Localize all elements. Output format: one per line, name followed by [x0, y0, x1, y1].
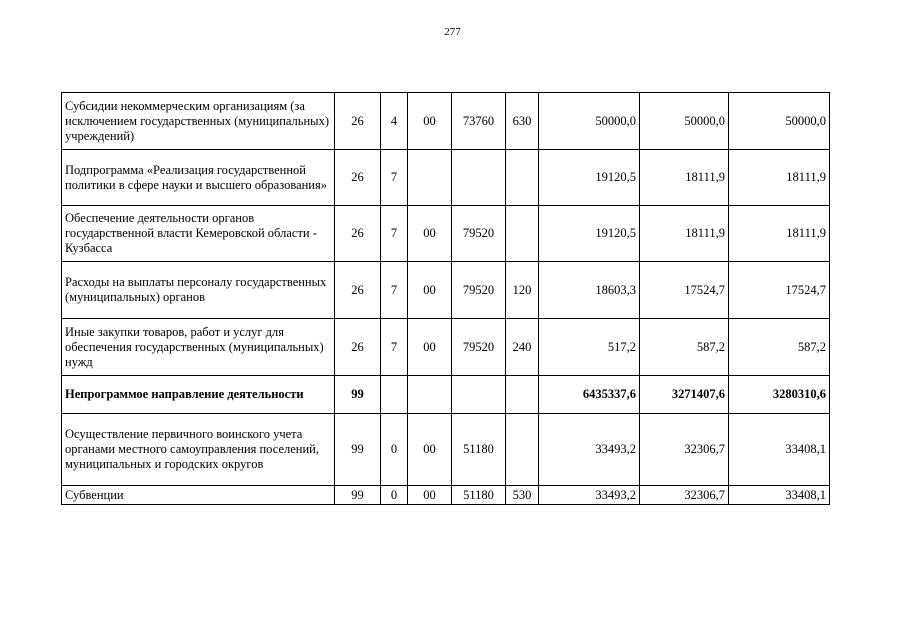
- cell-code-part: 00: [408, 414, 452, 486]
- cell-value-1: 50000,0: [539, 93, 640, 150]
- row-name: Расходы на выплаты персоналу государственных (муниципальных) органов: [62, 262, 335, 319]
- cell-code: 73760: [452, 93, 506, 150]
- cell-code: 79520: [452, 262, 506, 319]
- cell-code-part: 00: [408, 206, 452, 262]
- table-row: [62, 150, 830, 206]
- cell-value-3: 587,2: [729, 319, 830, 376]
- row-name: Субвенции: [62, 486, 335, 505]
- cell-section: 26: [335, 93, 381, 150]
- cell-value-2: 18111,9: [640, 206, 729, 262]
- page-number: 277: [444, 26, 461, 38]
- cell-section: 99: [335, 486, 381, 505]
- table-row: [62, 93, 830, 150]
- cell-value-2: 18111,9: [640, 150, 729, 206]
- cell-value-2: 50000,0: [640, 93, 729, 150]
- cell-code: 51180: [452, 486, 506, 505]
- table-row: [62, 486, 830, 505]
- cell-code: [452, 376, 506, 414]
- cell-value-1: 19120,5: [539, 206, 640, 262]
- cell-expense-type: 120: [506, 262, 539, 319]
- cell-expense-type: [506, 414, 539, 486]
- cell-value-1: 19120,5: [539, 150, 640, 206]
- cell-section: 99: [335, 414, 381, 486]
- cell-code-part: 00: [408, 319, 452, 376]
- cell-value-1: 18603,3: [539, 262, 640, 319]
- cell-value-1: 33493,2: [539, 414, 640, 486]
- cell-expense-type: [506, 150, 539, 206]
- table-row: [62, 414, 830, 486]
- cell-value-3: 17524,7: [729, 262, 830, 319]
- cell-expense-type: 530: [506, 486, 539, 505]
- row-name: Непрограммое направление деятельности: [62, 376, 335, 414]
- cell-value-2: 32306,7: [640, 414, 729, 486]
- cell-value-2: 3271407,6: [640, 376, 729, 414]
- row-name: Субсидии некоммерческим организациям (за исключением государственных (муниципальных) учреждений): [62, 93, 335, 150]
- cell-value-1: 33493,2: [539, 486, 640, 505]
- cell-code: 51180: [452, 414, 506, 486]
- cell-value-3: 50000,0: [729, 93, 830, 150]
- cell-value-3: 18111,9: [729, 206, 830, 262]
- cell-subsection: 4: [381, 93, 408, 150]
- cell-code-part: 00: [408, 486, 452, 505]
- row-name: Обеспечение деятельности органов государственной власти Кемеровской области - Кузбасса: [62, 206, 335, 262]
- cell-section: 26: [335, 262, 381, 319]
- cell-code: [452, 150, 506, 206]
- cell-value-3: 18111,9: [729, 150, 830, 206]
- cell-code-part: 00: [408, 93, 452, 150]
- cell-value-3: 33408,1: [729, 414, 830, 486]
- cell-subsection: 7: [381, 262, 408, 319]
- table-row: [62, 376, 830, 414]
- cell-section: 26: [335, 319, 381, 376]
- cell-code-part: [408, 150, 452, 206]
- cell-code: 79520: [452, 319, 506, 376]
- cell-subsection: 0: [381, 486, 408, 505]
- cell-code-part: [408, 376, 452, 414]
- budget-table: [61, 92, 830, 505]
- cell-code: 79520: [452, 206, 506, 262]
- cell-subsection: 0: [381, 414, 408, 486]
- table-row: [62, 319, 830, 376]
- cell-value-3: 3280310,6: [729, 376, 830, 414]
- cell-value-2: 587,2: [640, 319, 729, 376]
- cell-expense-type: [506, 376, 539, 414]
- cell-value-1: 517,2: [539, 319, 640, 376]
- table-row: [62, 262, 830, 319]
- cell-section: 26: [335, 150, 381, 206]
- cell-value-1: 6435337,6: [539, 376, 640, 414]
- cell-value-3: 33408,1: [729, 486, 830, 505]
- cell-section: 26: [335, 206, 381, 262]
- cell-subsection: 7: [381, 319, 408, 376]
- cell-code-part: 00: [408, 262, 452, 319]
- row-name: Подпрограмма «Реализация государственной политики в сфере науки и высшего образования»: [62, 150, 335, 206]
- row-name: Иные закупки товаров, работ и услуг для обеспечения государственных (муниципальных) нужд: [62, 319, 335, 376]
- row-name: Осуществление первичного воинского учета органами местного самоуправления поселений, муниципальных и городских округов: [62, 414, 335, 486]
- cell-subsection: [381, 376, 408, 414]
- cell-section: 99: [335, 376, 381, 414]
- cell-expense-type: 240: [506, 319, 539, 376]
- cell-value-2: 32306,7: [640, 486, 729, 505]
- cell-subsection: 7: [381, 206, 408, 262]
- cell-expense-type: [506, 206, 539, 262]
- cell-value-2: 17524,7: [640, 262, 729, 319]
- cell-expense-type: 630: [506, 93, 539, 150]
- table-row: [62, 206, 830, 262]
- cell-subsection: 7: [381, 150, 408, 206]
